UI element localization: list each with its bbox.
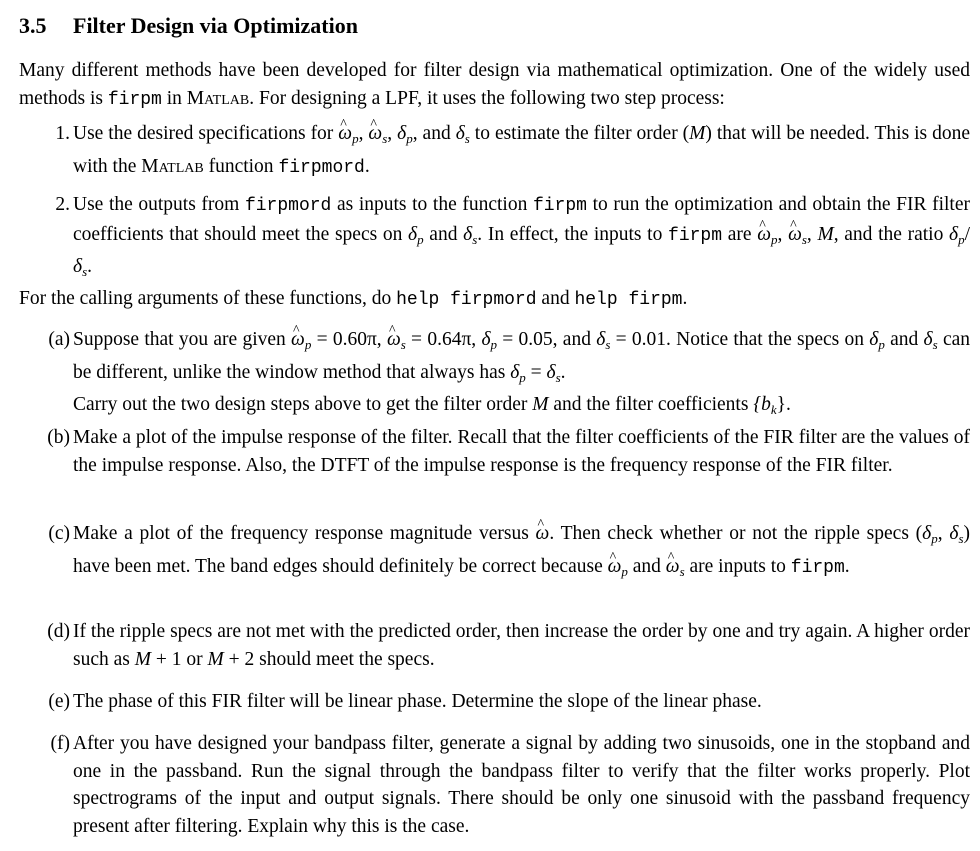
symbol-M: M	[817, 223, 834, 245]
step-label: 1.	[55, 123, 70, 144]
subscript: p	[771, 231, 778, 247]
step-item	[55, 120, 971, 182]
code-help-firpmord: help firpmord	[396, 290, 537, 310]
delta-symbol: δ	[596, 329, 606, 350]
step-text: to run the optimization and obtain the FIR filter coefficients that should meet the specs on	[73, 194, 970, 245]
matlab-name: Matlab	[141, 155, 204, 177]
subscript: p	[878, 337, 885, 352]
delta-symbol: δ	[463, 223, 473, 245]
omega-hat-symbol: ^ ω	[666, 553, 680, 581]
subscript: k	[770, 402, 777, 417]
step-text: ) that will be needed. This is done with the	[73, 123, 971, 177]
part-label: (d)	[47, 621, 70, 642]
part-text: .	[844, 555, 850, 577]
omega-hat-symbol: ^ ω	[368, 120, 382, 148]
code-firpmord: firpmord	[244, 196, 332, 216]
intro-text: . For designing a LPF, it uses the following two step process:	[249, 87, 725, 109]
delta-symbol: δ	[923, 329, 933, 350]
code-firpm: firpm	[532, 196, 587, 216]
section-heading	[19, 12, 358, 40]
intro-paragraph	[19, 57, 970, 114]
part-text: The phase of this FIR filter will be linear phase. Determine the slope of the linear phase.	[73, 691, 762, 712]
step-text: . In effect, the inputs to	[477, 223, 669, 245]
comma: ,	[358, 123, 369, 144]
part-text: and	[884, 329, 924, 350]
omega-hat-symbol: ^ ω	[788, 221, 802, 249]
subscript: s	[464, 131, 470, 146]
subscript: p	[490, 337, 498, 352]
comma: ,	[777, 223, 789, 245]
symbol-M: M	[532, 394, 549, 415]
omega-hat-symbol: ^ ω	[338, 120, 352, 148]
delta-symbol: δ	[397, 123, 407, 144]
omega-hat-symbol: ^ ω	[536, 520, 550, 548]
subscript: s	[932, 337, 938, 352]
equation-text: = 0.05, and	[497, 329, 597, 350]
delta-symbol: δ	[949, 223, 959, 245]
subscript: s	[801, 231, 807, 247]
omega-hat-symbol: ^ ω	[291, 326, 305, 354]
calling-text: .	[682, 288, 688, 309]
step-text: as inputs to the function	[331, 194, 533, 215]
subscript: p	[519, 369, 526, 385]
part-item	[48, 520, 971, 585]
subscript: p	[958, 231, 965, 247]
step-label: 2.	[55, 194, 70, 215]
step-text: and	[423, 223, 464, 245]
comma: ,	[937, 523, 950, 544]
code-firpm: firpm	[668, 225, 723, 246]
delta-symbol: δ	[73, 256, 83, 277]
code-firpmord: firpmord	[278, 157, 365, 178]
subscript: s	[555, 369, 561, 385]
delta-symbol: δ	[922, 523, 932, 544]
calling-arguments-line	[19, 285, 970, 315]
part-text: + 1 or	[151, 648, 208, 670]
step-item: 2. Use the outputs from firpmord as inputs to the function firpm to run the optimization and obtain the FIR filter coefficients that should meet the specs on $\delta_p$ and $\delta_s$. In effect, the inputs to firpm are ^ $\omega_p$, ^ $\omega_s$, M, and the ratio $\delta_p/\delta_s$.	[73, 191, 970, 286]
code-firpm: firpm	[107, 89, 162, 110]
subscript: s	[82, 264, 88, 279]
subscript: s	[958, 531, 964, 546]
part-text: Suppose that you are given	[73, 329, 292, 350]
subscript: s	[472, 231, 478, 247]
part-text: =	[525, 361, 547, 383]
step-text: function	[203, 155, 279, 177]
part-item	[47, 618, 970, 673]
part-item	[47, 424, 970, 479]
coefficients-symbol: {b	[753, 394, 771, 415]
part-text: }.	[776, 394, 791, 415]
part-text: can be different, unlike the window method that always has	[73, 329, 971, 383]
delta-symbol: δ	[455, 123, 465, 144]
part-label: (a)	[48, 329, 70, 350]
matlab-name: Matlab	[186, 87, 250, 109]
subscript: s	[679, 563, 685, 579]
equation-text: = 0.64π,	[405, 329, 482, 350]
symbol-M: M	[207, 648, 224, 670]
part-text: are inputs to	[684, 555, 791, 577]
part-text: + 2 should meet the specs.	[223, 648, 435, 670]
subscript: s	[382, 131, 388, 146]
step-text: , and the ratio	[833, 223, 950, 245]
calling-text: and	[536, 288, 575, 309]
step-text: to estimate the filter order (	[469, 123, 690, 144]
slash: /	[964, 223, 971, 245]
equation-text: = 0.01. Notice that the specs on	[610, 329, 870, 350]
part-a-last-line	[73, 391, 970, 424]
part-text: After you have designed your bandpass filter, generate a signal by adding two sinusoids, one in the stopband and one in the passband. Run the signal through the bandpass filter to verify that the filter works properly. Plot spectrograms of the input and output signals. There should be only one sinusoid with the passband frequency present after filtering. Explain why this is the case.	[73, 733, 970, 837]
part-label: (e)	[48, 691, 70, 712]
subscript: p	[417, 231, 424, 247]
step-text: , and	[412, 123, 456, 144]
omega-hat-symbol: ^ ω	[387, 326, 401, 354]
equation-text: = 0.60π,	[311, 329, 387, 350]
omega-hat-symbol: ^ ω	[608, 553, 622, 581]
subscript: s	[400, 337, 406, 352]
part-text: and	[627, 555, 666, 577]
symbol-M: M	[134, 648, 151, 670]
delta-symbol: δ	[869, 329, 879, 350]
step-text: .	[364, 155, 370, 177]
delta-symbol: δ	[546, 361, 556, 383]
subscript: p	[406, 131, 413, 146]
delta-symbol: δ	[949, 523, 959, 544]
step-text: Use the desired specifications for	[73, 123, 339, 144]
symbol-M: M	[689, 123, 706, 144]
part-item	[50, 730, 970, 840]
part-label: (b)	[47, 427, 70, 448]
part-text: . Then check whether or not the ripple specs (	[549, 523, 923, 544]
part-text: ) have been met. The band edges should definitely be correct because	[73, 523, 971, 577]
section-number: 3.5	[19, 13, 47, 38]
part-label: (c)	[48, 523, 70, 544]
subscript: p	[352, 131, 359, 146]
step-text: Use the outputs from	[73, 194, 245, 215]
part-label: (f)	[50, 733, 70, 754]
delta-symbol: δ	[510, 361, 520, 383]
calling-text: For the calling arguments of these functions, do	[19, 288, 397, 309]
part-text: Make a plot of the frequency response magnitude versus	[73, 523, 536, 544]
part-text: Make a plot of the impulse response of the filter. Recall that the filter coefficients of the FIR filter are the values of the impulse response. Also, the DTFT of the impulse response is the frequency response of the FIR filter.	[73, 427, 970, 476]
delta-symbol: δ	[408, 223, 418, 245]
comma: ,	[806, 223, 818, 245]
code-firpm: firpm	[790, 557, 845, 578]
subscript: p	[304, 337, 312, 352]
step-text: are	[722, 223, 758, 245]
delta-symbol: δ	[481, 329, 491, 350]
subscript: p	[931, 531, 938, 546]
part-text: Carry out the two design steps above to get the filter order	[73, 394, 533, 415]
omega-hat-symbol: ^ ω	[757, 221, 771, 249]
part-text: If the ripple specs are not met with the predicted order, then increase the order by one and try again. A higher order such as	[73, 621, 970, 670]
subscript: s	[605, 337, 611, 352]
part-text: .	[560, 361, 566, 383]
code-help-firpm: help firpm	[574, 290, 683, 310]
intro-text: in	[161, 87, 187, 109]
part-item	[48, 688, 970, 716]
section-title: Filter Design via Optimization	[73, 13, 358, 38]
part-item	[48, 326, 971, 424]
comma: ,	[387, 123, 398, 144]
intro-text: Many different methods have been developed for filter design via mathematical optimization. One of the widely used methods is	[19, 60, 970, 109]
subscript: p	[621, 563, 628, 579]
part-text: and the filter coefficients	[548, 394, 754, 415]
